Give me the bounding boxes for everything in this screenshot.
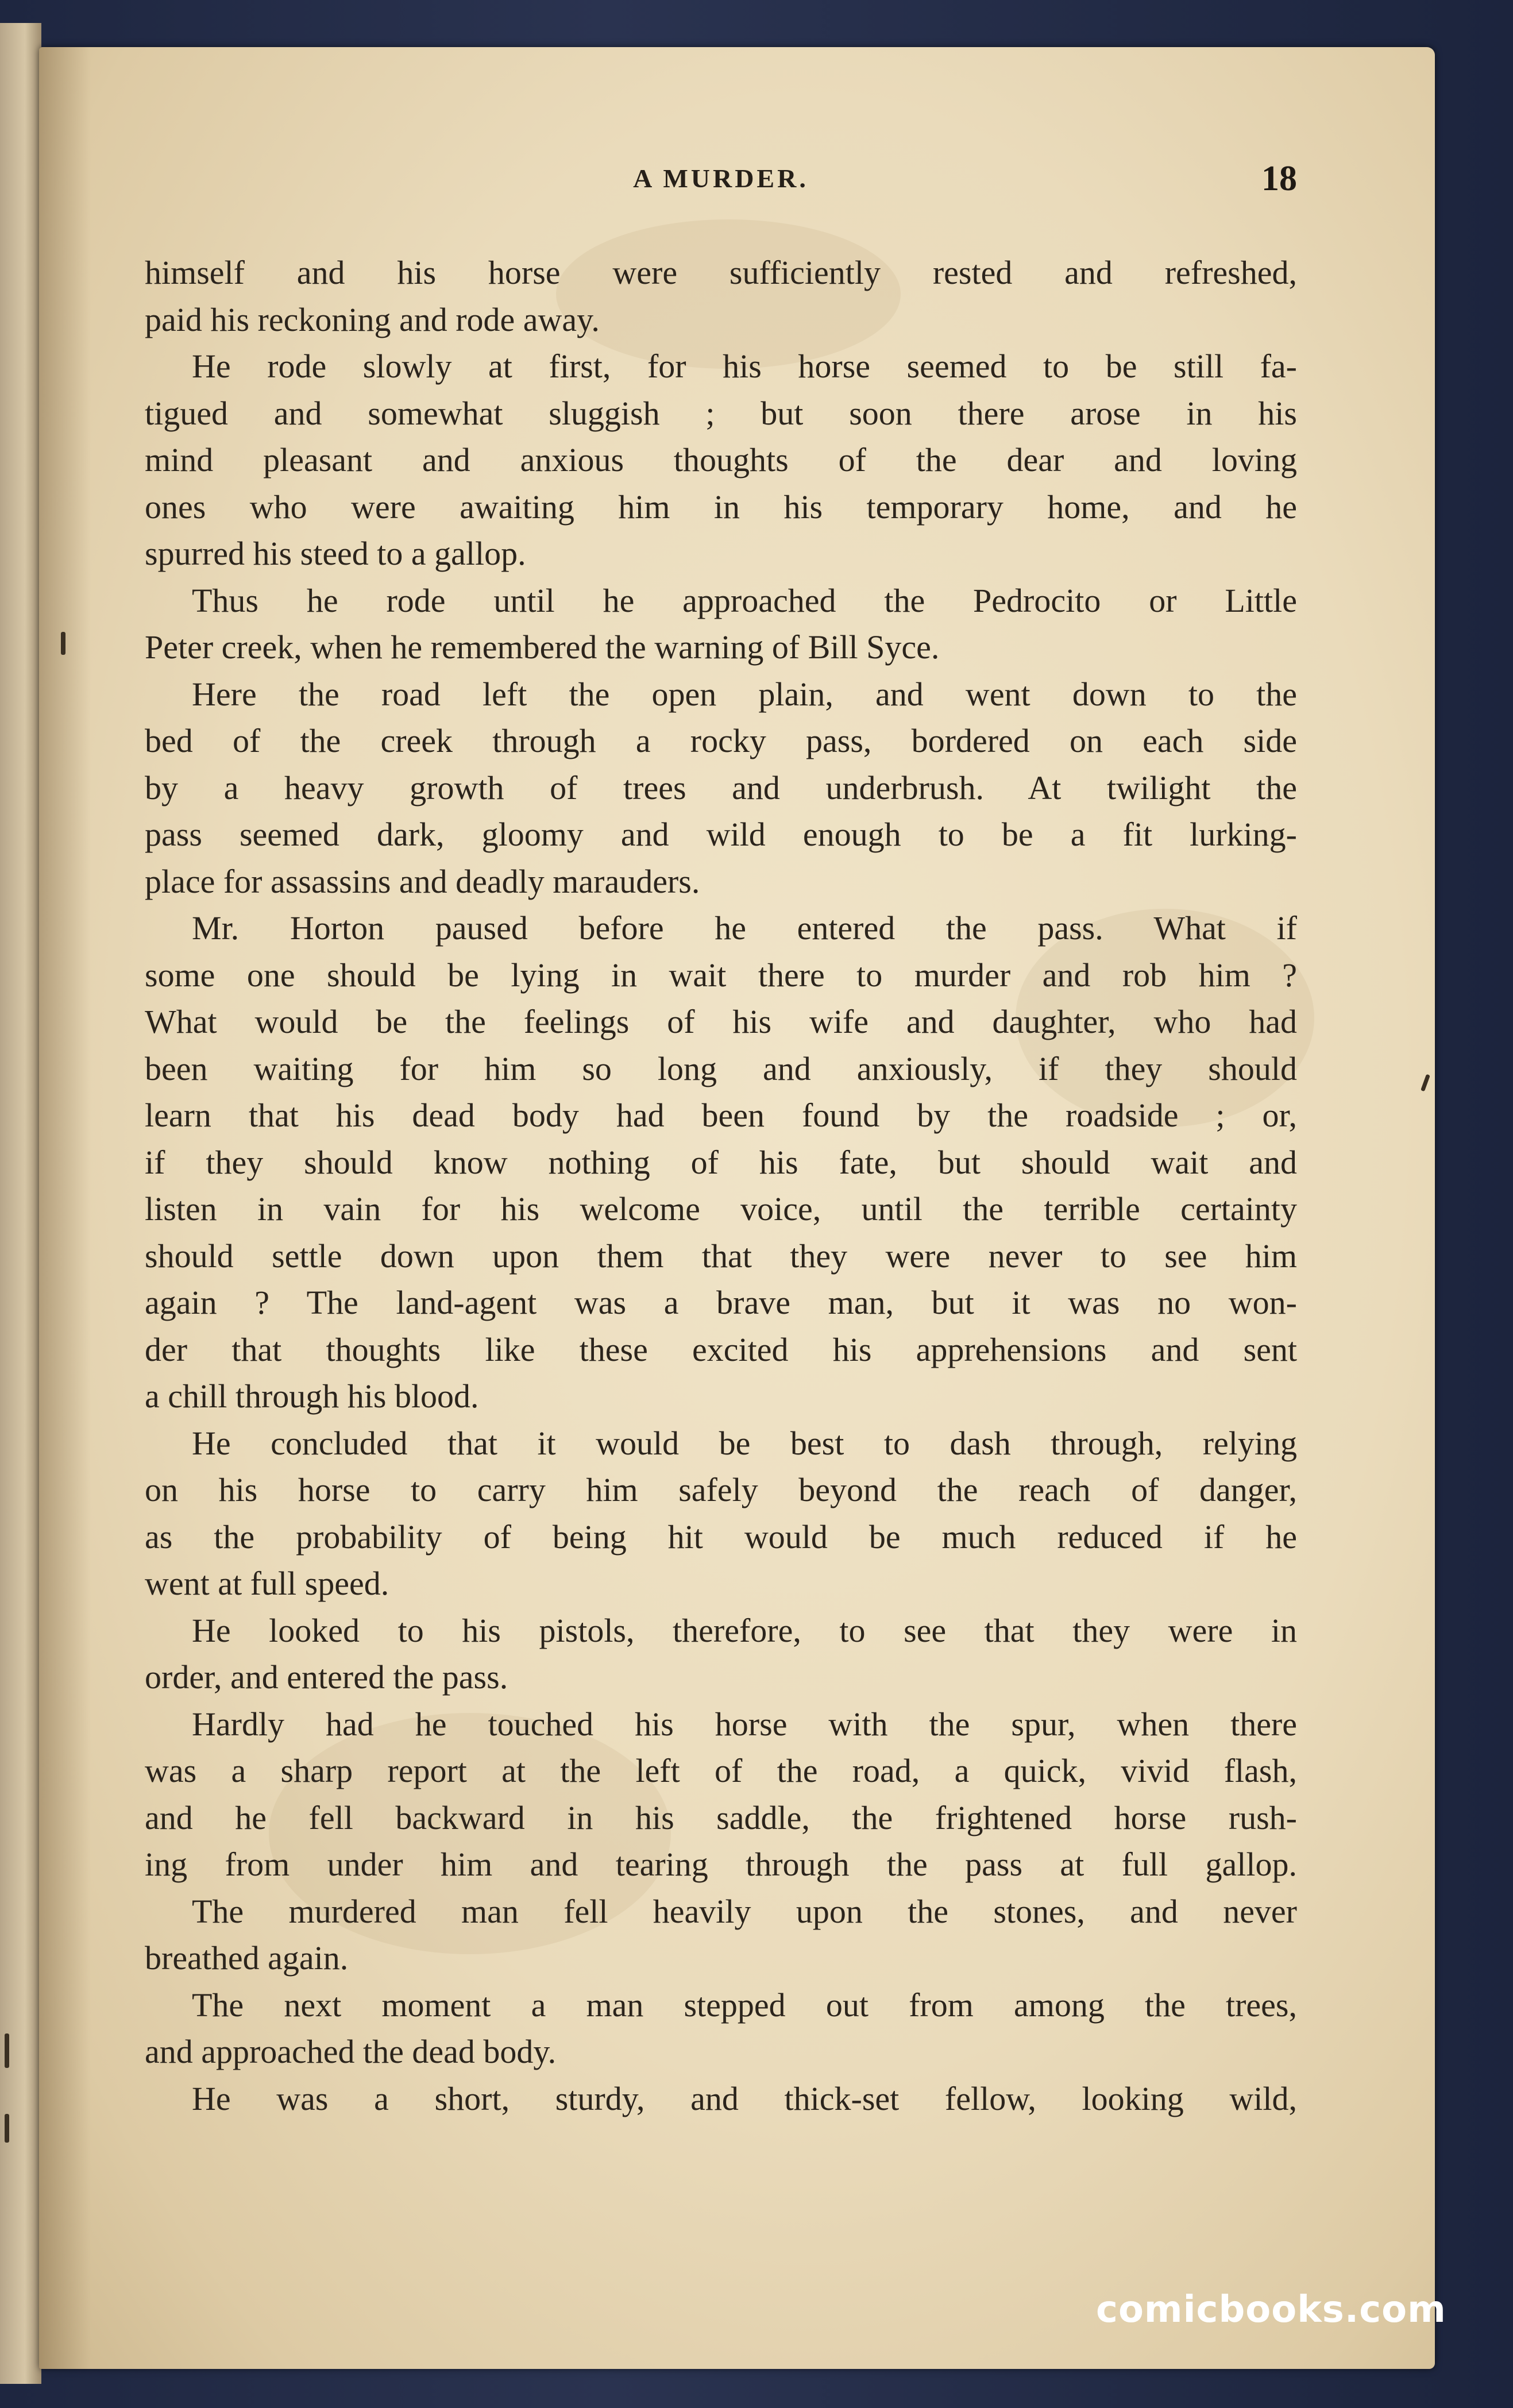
text-line: been waiting for him so long and anxiously, if they should <box>145 1049 1297 1087</box>
watermark: comicbooks.com <box>1096 2289 1446 2331</box>
margin-mark <box>5 2033 9 2068</box>
text-line: What would be the feelings of his wife and daughter, who had <box>145 1003 1297 1040</box>
text-line: himself and his horse were sufficiently rested and refreshed, <box>145 254 1297 291</box>
text-line: Mr. Horton paused before he entered the pass. What if <box>192 909 1297 947</box>
text-line: Peter creek, when he remembered the warning of Bill Syce. <box>145 628 940 666</box>
text-line: and he fell backward in his saddle, the frightened horse rush- <box>145 1799 1297 1836</box>
text-line: again ? The land-agent was a brave man, but it was no won- <box>145 1284 1297 1321</box>
text-line: Hardly had he touched his horse with the spur, when there <box>192 1705 1297 1743</box>
text-line: a chill through his blood. <box>145 1377 479 1415</box>
text-line: if they should know nothing of his fate, but should wait and <box>145 1143 1297 1181</box>
left-page-edge <box>0 23 41 2384</box>
running-head: A MURDER. <box>633 164 809 193</box>
text-line: breathed again. <box>145 1939 349 1977</box>
text-line: The next moment a man stepped out from among the trees, <box>192 1986 1297 2024</box>
text-line: der that thoughts like these excited his apprehensions and sent <box>145 1330 1297 1368</box>
text-line: listen in vain for his welcome voice, until the terrible certainty <box>145 1190 1297 1228</box>
text-line: and approached the dead body. <box>145 2033 557 2070</box>
text-line: order, and entered the pass. <box>145 1658 508 1696</box>
margin-mark <box>61 632 65 655</box>
text-line: pass seemed dark, gloomy and wild enough to be a fit lurking- <box>145 816 1297 853</box>
text-line: place for assassins and deadly marauders. <box>145 862 700 900</box>
margin-mark <box>5 2114 9 2143</box>
text-line: spurred his steed to a gallop. <box>145 535 526 572</box>
text-line: ones who were awaiting him in his temporary home, and he <box>145 488 1297 526</box>
text-line: Thus he rode until he approached the Pedrocito or Little <box>192 581 1297 619</box>
text-line: tigued and somewhat sluggish ; but soon there arose in his <box>145 394 1297 432</box>
text-line: ing from under him and tearing through the pass at full gallop. <box>145 1846 1297 1883</box>
text-line: should settle down upon them that they were never to see him <box>145 1237 1297 1275</box>
text-line: He was a short, sturdy, and thick-set fellow, looking wild, <box>192 2079 1297 2117</box>
text-line: went at full speed. <box>145 1565 389 1602</box>
text-line: paid his reckoning and rode away. <box>145 300 600 338</box>
text-line: He concluded that it would be best to dash through, relying <box>192 1424 1297 1462</box>
body-text <box>145 249 1297 2122</box>
text-line: was a sharp report at the left of the road, a quick, vivid flash, <box>145 1752 1297 1789</box>
page-header <box>145 159 1297 221</box>
text-line: bed of the creek through a rocky pass, bordered on each side <box>145 722 1297 759</box>
page-number: 18 <box>1261 159 1297 198</box>
text-line: by a heavy growth of trees and underbrush. At twilight the <box>145 769 1297 806</box>
text-line: on his horse to carry him safely beyond the reach of danger, <box>145 1471 1297 1508</box>
text-line: mind pleasant and anxious thoughts of the dear and loving <box>145 441 1297 478</box>
text-line: as the probability of being hit would be much reduced if he <box>145 1518 1297 1556</box>
text-line: He looked to his pistols, therefore, to see that they were in <box>192 1611 1297 1649</box>
spine-shadow <box>39 47 91 2369</box>
text-line: some one should be lying in wait there to murder and rob him ? <box>145 956 1297 994</box>
text-line: learn that his dead body had been found by the roadside ; or, <box>145 1097 1297 1134</box>
text-line: He rode slowly at first, for his horse seemed to be still fa- <box>192 348 1297 385</box>
text-line: The murdered man fell heavily upon the stones, and never <box>192 1892 1297 1930</box>
text-line: Here the road left the open plain, and went down to the <box>192 675 1297 713</box>
